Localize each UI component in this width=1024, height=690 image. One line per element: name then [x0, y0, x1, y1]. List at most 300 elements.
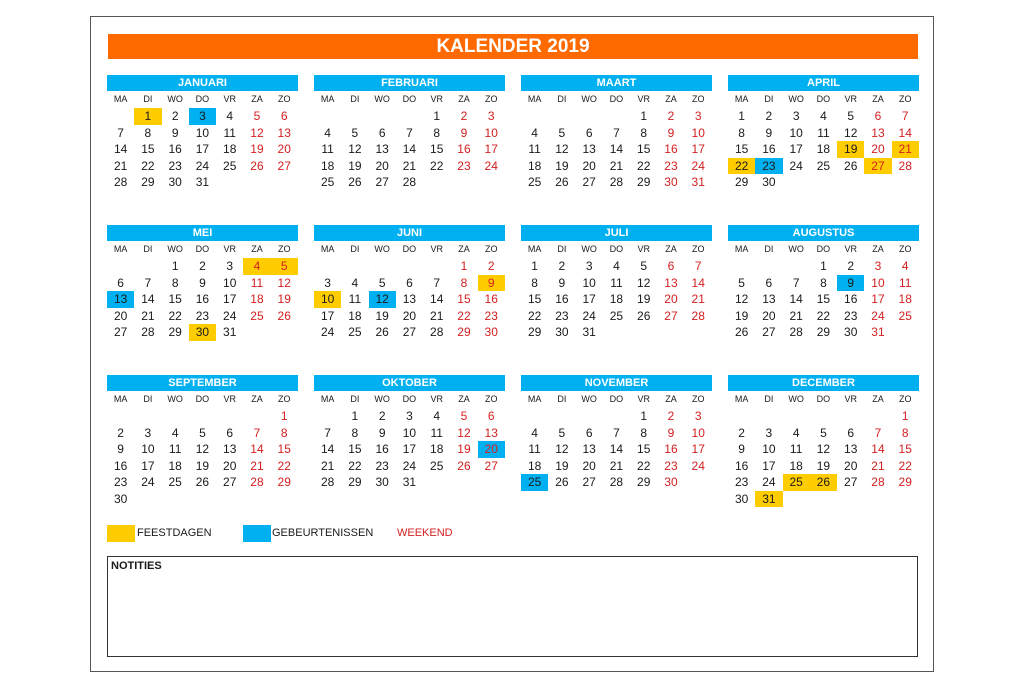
day-cell[interactable]: 31 — [195, 175, 210, 189]
day-cell[interactable]: 15 — [348, 442, 362, 456]
day-cell[interactable]: 11 — [528, 142, 541, 156]
day-cell[interactable]: 1 — [433, 109, 441, 123]
day-cell[interactable]: 17 — [691, 442, 705, 456]
day-cell[interactable]: 16 — [844, 292, 858, 306]
day-cell[interactable]: 16 — [195, 292, 210, 306]
day-cell[interactable]: 30 — [375, 475, 389, 489]
day-cell[interactable]: 2 — [847, 259, 855, 273]
day-cell[interactable]: 27 — [664, 308, 678, 323]
day-cell[interactable]: 17 — [320, 308, 335, 323]
day-cell[interactable]: 3 — [585, 259, 593, 273]
day-cell[interactable]: 12 — [844, 125, 858, 140]
day-cell[interactable]: 6 — [585, 425, 593, 440]
day-cell[interactable]: 30 — [762, 175, 776, 189]
day-cell[interactable]: 8 — [531, 275, 538, 290]
day-cell[interactable]: 23 — [734, 475, 749, 489]
day-cell[interactable]: 10 — [402, 425, 417, 440]
day-cell[interactable]: 19 — [816, 458, 831, 473]
day-cell[interactable]: 16 — [375, 442, 389, 456]
day-cell[interactable]: 26 — [250, 158, 264, 173]
day-cell[interactable]: 27 — [113, 325, 128, 339]
day-cell[interactable]: 28 — [250, 475, 264, 489]
day-cell[interactable]: 4 — [171, 425, 179, 440]
day-cell[interactable]: 2 — [117, 425, 124, 440]
day-cell[interactable]: 17 — [789, 142, 803, 156]
day-cell[interactable]: 13 — [582, 442, 596, 456]
day-cell[interactable]: 20 — [277, 142, 291, 156]
day-cell[interactable]: 29 — [637, 175, 651, 189]
day-cell[interactable]: 12 — [369, 291, 396, 308]
day-cell[interactable]: 20 — [871, 142, 885, 156]
day-cell[interactable]: 29 — [348, 475, 362, 489]
day-cell[interactable]: 9 — [117, 442, 124, 456]
day-cell[interactable]: 8 — [171, 275, 179, 290]
day-cell[interactable]: 22 — [348, 458, 362, 473]
day-cell[interactable]: 17 — [141, 458, 155, 473]
day-cell[interactable]: 29 — [527, 325, 542, 339]
day-cell[interactable]: 5 — [847, 109, 855, 123]
day-cell[interactable]: 1 — [171, 259, 179, 273]
day-cell[interactable]: 10 — [484, 125, 498, 140]
day-cell[interactable]: 11 — [789, 442, 803, 456]
day-cell[interactable]: 26 — [555, 175, 569, 189]
day-cell[interactable]: 25 — [898, 308, 912, 323]
day-cell[interactable]: 15 — [637, 442, 651, 456]
day-cell[interactable]: 29 — [277, 475, 291, 489]
day-cell[interactable]: 11 — [430, 425, 443, 440]
day-cell[interactable]: 25 — [527, 175, 542, 189]
day-cell[interactable]: 5 — [351, 125, 359, 140]
day-cell[interactable]: 12 — [734, 292, 749, 306]
day-cell[interactable]: 10 — [582, 275, 596, 290]
day-cell[interactable]: 20 — [844, 458, 858, 473]
day-cell[interactable]: 2 — [765, 109, 773, 123]
day-cell[interactable]: 11 — [168, 442, 182, 456]
day-cell[interactable]: 13 — [375, 142, 389, 156]
day-cell[interactable]: 14 — [113, 142, 128, 156]
day-cell[interactable]: 4 — [531, 125, 538, 140]
day-cell[interactable]: 16 — [484, 292, 498, 306]
day-cell[interactable]: 18 — [168, 458, 182, 473]
day-cell[interactable]: 6 — [117, 275, 124, 290]
day-cell[interactable]: 22 — [457, 308, 471, 323]
day-cell[interactable]: 17 — [582, 292, 596, 306]
day-cell[interactable]: 22 — [637, 158, 651, 173]
day-cell[interactable]: 30 — [189, 324, 216, 341]
day-cell[interactable]: 31 — [582, 325, 596, 339]
day-cell[interactable]: 14 — [871, 442, 885, 456]
day-cell[interactable]: 11 — [528, 442, 541, 456]
day-cell[interactable]: 22 — [277, 458, 291, 473]
day-cell[interactable]: 7 — [694, 259, 702, 273]
day-cell[interactable]: 27 — [864, 158, 891, 175]
day-cell[interactable]: 10 — [691, 425, 705, 440]
day-cell[interactable]: 24 — [402, 458, 417, 473]
day-cell[interactable]: 9 — [378, 425, 386, 440]
day-cell[interactable]: 29 — [637, 475, 651, 489]
day-cell[interactable]: 18 — [527, 158, 542, 173]
day-cell[interactable]: 12 — [457, 425, 471, 440]
day-cell[interactable]: 28 — [141, 325, 155, 339]
day-cell[interactable]: 1 — [134, 108, 161, 125]
day-cell[interactable]: 23 — [195, 308, 210, 323]
day-cell[interactable]: 15 — [168, 292, 182, 306]
day-cell[interactable]: 19 — [555, 458, 569, 473]
day-cell[interactable]: 18 — [898, 292, 912, 306]
day-cell[interactable]: 18 — [527, 458, 542, 473]
day-cell[interactable]: 6 — [667, 259, 675, 273]
day-cell[interactable]: 4 — [901, 259, 909, 273]
day-cell[interactable]: 14 — [898, 125, 912, 140]
day-cell[interactable]: 30 — [844, 325, 858, 339]
day-cell[interactable]: 18 — [430, 442, 444, 456]
day-cell[interactable]: 27 — [402, 325, 417, 339]
day-cell[interactable]: 20 — [762, 308, 776, 323]
day-cell[interactable]: 2 — [667, 109, 675, 123]
day-cell[interactable]: 31 — [402, 475, 417, 489]
day-cell[interactable]: 7 — [792, 275, 800, 290]
day-cell[interactable]: 15 — [898, 442, 912, 456]
day-cell[interactable]: 22 — [637, 458, 651, 473]
day-cell[interactable]: 20 — [582, 458, 596, 473]
day-cell[interactable]: 12 — [277, 275, 291, 290]
day-cell[interactable]: 2 — [199, 259, 206, 273]
day-cell[interactable]: 16 — [734, 458, 749, 473]
day-cell[interactable]: 22 — [527, 308, 542, 323]
day-cell[interactable]: 5 — [271, 258, 298, 275]
day-cell[interactable]: 8 — [460, 275, 468, 290]
day-cell[interactable]: 10 — [223, 275, 237, 290]
day-cell[interactable]: 22 — [430, 158, 444, 173]
day-cell[interactable]: 25 — [816, 158, 831, 173]
day-cell[interactable]: 20 — [478, 441, 505, 458]
day-cell[interactable]: 25 — [783, 474, 810, 491]
day-cell[interactable]: 4 — [433, 409, 441, 423]
day-cell[interactable]: 16 — [168, 142, 182, 156]
day-cell[interactable]: 7 — [324, 425, 331, 440]
day-cell[interactable]: 23 — [168, 158, 182, 173]
day-cell[interactable]: 2 — [487, 259, 495, 273]
day-cell[interactable]: 4 — [243, 258, 270, 275]
day-cell[interactable]: 13 — [762, 292, 776, 306]
day-cell[interactable]: 1 — [280, 409, 288, 423]
day-cell[interactable]: 26 — [844, 158, 858, 173]
day-cell[interactable]: 11 — [610, 275, 623, 290]
day-cell[interactable]: 24 — [789, 158, 803, 173]
day-cell[interactable]: 5 — [640, 259, 648, 273]
day-cell[interactable]: 19 — [837, 141, 864, 158]
day-cell[interactable]: 7 — [117, 125, 124, 140]
day-cell[interactable]: 10 — [141, 442, 155, 456]
day-cell[interactable]: 15 — [277, 442, 291, 456]
day-cell[interactable]: 21 — [320, 458, 335, 473]
day-cell[interactable]: 10 — [691, 125, 705, 140]
day-cell[interactable]: 10 — [762, 442, 776, 456]
day-cell[interactable]: 18 — [789, 458, 803, 473]
day-cell[interactable]: 18 — [223, 142, 237, 156]
day-cell[interactable]: 25 — [223, 158, 237, 173]
day-cell[interactable]: 27 — [223, 475, 237, 489]
day-cell[interactable]: 21 — [871, 458, 885, 473]
day-cell[interactable]: 28 — [789, 325, 803, 339]
day-cell[interactable]: 8 — [144, 125, 152, 140]
day-cell[interactable]: 2 — [378, 409, 386, 423]
day-cell[interactable]: 16 — [555, 292, 569, 306]
day-cell[interactable]: 26 — [195, 475, 210, 489]
day-cell[interactable]: 14 — [141, 292, 155, 306]
day-cell[interactable]: 5 — [558, 425, 566, 440]
day-cell[interactable]: 9 — [837, 275, 864, 292]
day-cell[interactable]: 31 — [223, 325, 237, 339]
day-cell[interactable]: 10 — [314, 291, 341, 308]
day-cell[interactable]: 15 — [457, 292, 471, 306]
day-cell[interactable]: 26 — [555, 475, 569, 489]
day-cell[interactable]: 19 — [555, 158, 569, 173]
day-cell[interactable]: 28 — [320, 475, 335, 489]
day-cell[interactable]: 24 — [871, 308, 885, 323]
day-cell[interactable]: 16 — [457, 142, 471, 156]
day-cell[interactable]: 19 — [375, 308, 389, 323]
day-cell[interactable]: 8 — [433, 125, 441, 140]
day-cell[interactable]: 2 — [460, 109, 468, 123]
day-cell[interactable]: 28 — [609, 175, 624, 189]
day-cell[interactable]: 21 — [402, 158, 417, 173]
day-cell[interactable]: 7 — [253, 425, 261, 440]
day-cell[interactable]: 3 — [874, 259, 882, 273]
day-cell[interactable]: 18 — [348, 308, 362, 323]
day-cell[interactable]: 17 — [762, 458, 776, 473]
day-cell[interactable]: 26 — [348, 175, 362, 189]
day-cell[interactable]: 7 — [874, 425, 882, 440]
day-cell[interactable]: 4 — [226, 109, 234, 123]
day-cell[interactable]: 23 — [664, 158, 678, 173]
day-cell[interactable]: 3 — [694, 409, 702, 423]
day-cell[interactable]: 27 — [582, 475, 596, 489]
day-cell[interactable]: 24 — [691, 158, 705, 173]
day-cell[interactable]: 8 — [280, 425, 288, 440]
day-cell[interactable]: 27 — [582, 175, 596, 189]
day-cell[interactable]: 15 — [637, 142, 651, 156]
day-cell[interactable]: 13 — [871, 125, 885, 140]
day-cell[interactable]: 23 — [844, 308, 858, 323]
day-cell[interactable]: 5 — [199, 425, 206, 440]
day-cell[interactable]: 15 — [816, 292, 831, 306]
day-cell[interactable]: 6 — [280, 109, 288, 123]
day-cell[interactable]: 30 — [484, 325, 498, 339]
day-cell[interactable]: 7 — [613, 425, 620, 440]
day-cell[interactable]: 9 — [171, 125, 179, 140]
day-cell[interactable]: 11 — [817, 125, 830, 140]
day-cell[interactable]: 13 — [664, 275, 678, 290]
day-cell[interactable]: 5 — [558, 125, 566, 140]
day-cell[interactable]: 11 — [223, 125, 236, 140]
day-cell[interactable]: 27 — [762, 325, 776, 339]
day-cell[interactable]: 17 — [484, 142, 498, 156]
day-cell[interactable]: 7 — [406, 125, 413, 140]
day-cell[interactable]: 28 — [402, 175, 417, 189]
day-cell[interactable]: 14 — [609, 442, 624, 456]
day-cell[interactable]: 30 — [734, 491, 749, 506]
day-cell[interactable]: 8 — [901, 425, 909, 440]
day-cell[interactable]: 20 — [664, 292, 678, 306]
day-cell[interactable]: 6 — [765, 275, 773, 290]
day-cell[interactable]: 24 — [141, 475, 155, 489]
day-cell[interactable]: 31 — [755, 491, 782, 508]
day-cell[interactable]: 23 — [755, 158, 782, 175]
day-cell[interactable]: 5 — [460, 409, 468, 423]
day-cell[interactable]: 19 — [637, 292, 651, 306]
day-cell[interactable]: 27 — [277, 158, 291, 173]
day-cell[interactable]: 10 — [195, 125, 210, 140]
day-cell[interactable]: 25 — [168, 475, 182, 489]
day-cell[interactable]: 24 — [762, 475, 776, 489]
day-cell[interactable]: 28 — [871, 475, 885, 489]
day-cell[interactable]: 1 — [640, 409, 648, 423]
day-cell[interactable]: 14 — [250, 442, 264, 456]
day-cell[interactable]: 23 — [555, 308, 569, 323]
day-cell[interactable]: 25 — [348, 325, 362, 339]
day-cell[interactable]: 8 — [640, 125, 648, 140]
day-cell[interactable]: 26 — [375, 325, 389, 339]
day-cell[interactable]: 22 — [728, 158, 755, 175]
day-cell[interactable]: 17 — [195, 142, 210, 156]
day-cell[interactable]: 9 — [667, 125, 675, 140]
day-cell[interactable]: 3 — [487, 109, 495, 123]
day-cell[interactable]: 9 — [667, 425, 675, 440]
day-cell[interactable]: 30 — [664, 475, 678, 489]
day-cell[interactable]: 20 — [223, 458, 237, 473]
day-cell[interactable]: 26 — [457, 458, 471, 473]
day-cell[interactable]: 7 — [433, 275, 441, 290]
day-cell[interactable]: 30 — [113, 491, 128, 506]
day-cell[interactable]: 1 — [820, 259, 827, 273]
day-cell[interactable]: 8 — [820, 275, 827, 290]
day-cell[interactable]: 17 — [871, 292, 885, 306]
day-cell[interactable]: 22 — [168, 308, 182, 323]
day-cell[interactable]: 1 — [738, 109, 745, 123]
day-cell[interactable]: 15 — [527, 292, 542, 306]
day-cell[interactable]: 12 — [555, 442, 569, 456]
day-cell[interactable]: 14 — [320, 442, 335, 456]
day-cell[interactable]: 11 — [898, 275, 912, 290]
day-cell[interactable]: 14 — [789, 292, 803, 306]
day-cell[interactable]: 13 — [277, 125, 291, 140]
day-cell[interactable]: 10 — [789, 125, 803, 140]
day-cell[interactable]: 24 — [582, 308, 596, 323]
day-cell[interactable]: 15 — [734, 142, 749, 156]
day-cell[interactable]: 5 — [378, 275, 386, 290]
day-cell[interactable]: 31 — [871, 325, 885, 339]
day-cell[interactable]: 16 — [762, 142, 776, 156]
day-cell[interactable]: 15 — [141, 142, 155, 156]
day-cell[interactable]: 21 — [250, 458, 264, 473]
day-cell[interactable]: 1 — [901, 409, 909, 423]
day-cell[interactable]: 22 — [898, 458, 912, 473]
day-cell[interactable]: 12 — [250, 125, 264, 140]
day-cell[interactable]: 12 — [348, 142, 362, 156]
day-cell[interactable]: 21 — [892, 141, 919, 158]
day-cell[interactable]: 7 — [613, 125, 620, 140]
day-cell[interactable]: 28 — [430, 325, 444, 339]
day-cell[interactable]: 29 — [457, 325, 471, 339]
day-cell[interactable]: 9 — [765, 125, 773, 140]
day-cell[interactable]: 20 — [113, 308, 128, 323]
day-cell[interactable]: 28 — [691, 308, 705, 323]
day-cell[interactable]: 13 — [844, 442, 858, 456]
day-cell[interactable]: 23 — [457, 158, 471, 173]
day-cell[interactable]: 16 — [664, 142, 678, 156]
day-cell[interactable]: 24 — [195, 158, 210, 173]
day-cell[interactable]: 24 — [223, 308, 237, 323]
day-cell[interactable]: 14 — [691, 275, 705, 290]
day-cell[interactable]: 25 — [320, 175, 335, 189]
day-cell[interactable]: 8 — [640, 425, 648, 440]
day-cell[interactable]: 13 — [223, 442, 237, 456]
day-cell[interactable]: 3 — [189, 108, 216, 125]
day-cell[interactable]: 19 — [195, 458, 210, 473]
notes-box[interactable] — [107, 556, 918, 657]
day-cell[interactable]: 6 — [406, 275, 413, 290]
day-cell[interactable]: 23 — [375, 458, 389, 473]
day-cell[interactable]: 14 — [430, 292, 444, 306]
day-cell[interactable]: 26 — [277, 308, 291, 323]
day-cell[interactable]: 4 — [531, 425, 538, 440]
day-cell[interactable]: 19 — [734, 308, 749, 323]
day-cell[interactable]: 7 — [144, 275, 152, 290]
day-cell[interactable]: 27 — [375, 175, 389, 189]
day-cell[interactable]: 2 — [667, 409, 675, 423]
day-cell[interactable]: 13 — [582, 142, 596, 156]
day-cell[interactable]: 25 — [250, 308, 264, 323]
day-cell[interactable]: 21 — [789, 308, 803, 323]
day-cell[interactable]: 30 — [168, 175, 182, 189]
day-cell[interactable]: 20 — [582, 158, 596, 173]
day-cell[interactable]: 1 — [531, 259, 538, 273]
day-cell[interactable]: 21 — [113, 158, 128, 173]
day-cell[interactable]: 26 — [734, 325, 749, 339]
day-cell[interactable]: 16 — [113, 458, 128, 473]
day-cell[interactable]: 4 — [820, 109, 827, 123]
day-cell[interactable]: 6 — [585, 125, 593, 140]
day-cell[interactable]: 28 — [898, 158, 912, 173]
day-cell[interactable]: 5 — [253, 109, 261, 123]
day-cell[interactable]: 12 — [555, 142, 569, 156]
day-cell[interactable]: 16 — [664, 442, 678, 456]
day-cell[interactable]: 3 — [765, 425, 773, 440]
day-cell[interactable]: 17 — [691, 142, 705, 156]
day-cell[interactable]: 29 — [898, 475, 912, 489]
day-cell[interactable]: 2 — [738, 425, 745, 440]
day-cell[interactable]: 3 — [226, 259, 234, 273]
day-cell[interactable]: 5 — [820, 425, 827, 440]
day-cell[interactable]: 6 — [847, 425, 855, 440]
day-cell[interactable]: 9 — [738, 442, 745, 456]
day-cell[interactable]: 8 — [351, 425, 359, 440]
day-cell[interactable]: 6 — [378, 125, 386, 140]
day-cell[interactable]: 21 — [691, 292, 705, 306]
day-cell[interactable]: 5 — [738, 275, 745, 290]
day-cell[interactable]: 22 — [816, 308, 831, 323]
day-cell[interactable]: 29 — [816, 325, 831, 339]
day-cell[interactable]: 12 — [637, 275, 651, 290]
day-cell[interactable]: 23 — [484, 308, 498, 323]
day-cell[interactable]: 21 — [430, 308, 444, 323]
day-cell[interactable]: 4 — [792, 425, 800, 440]
day-cell[interactable]: 18 — [320, 158, 335, 173]
day-cell[interactable]: 20 — [375, 158, 389, 173]
day-cell[interactable]: 25 — [430, 458, 444, 473]
day-cell[interactable]: 9 — [558, 275, 566, 290]
